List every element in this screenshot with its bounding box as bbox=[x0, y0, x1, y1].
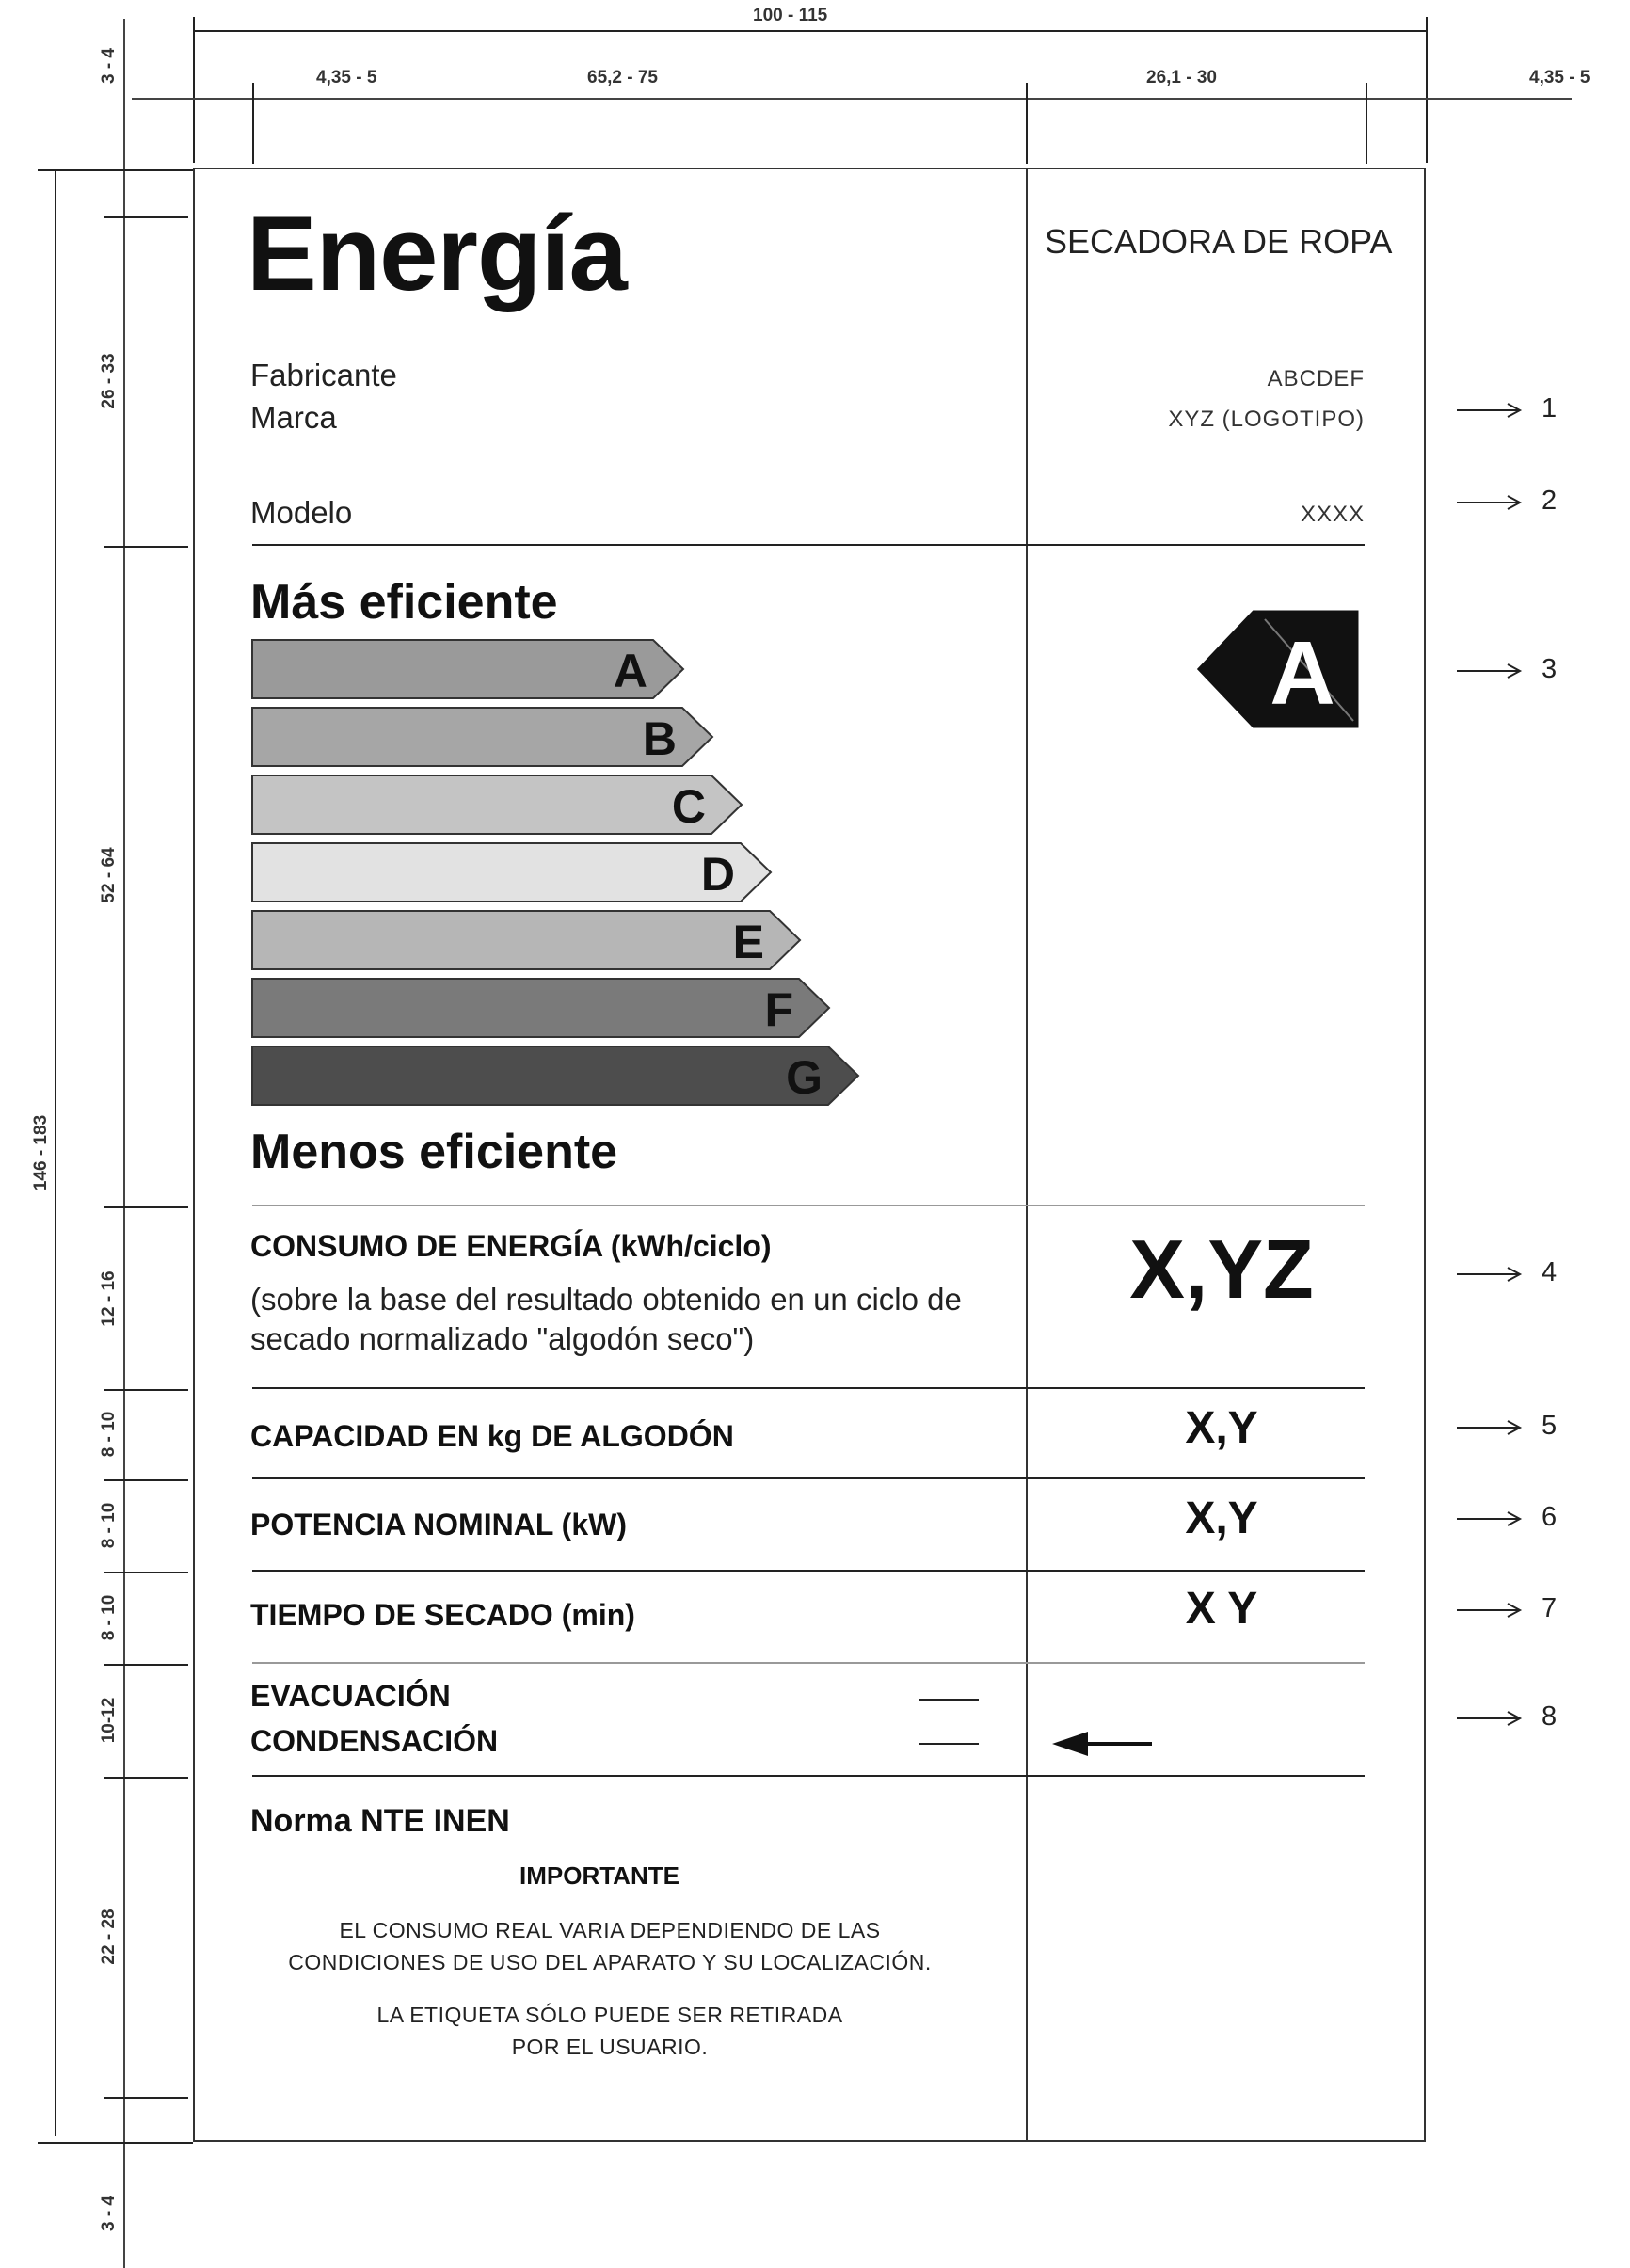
brand-value: XYZ (LOGOTIPO) bbox=[1168, 407, 1365, 432]
efficiency-class-e bbox=[252, 911, 800, 969]
efficiency-class-letter: C bbox=[671, 780, 706, 833]
least-efficient-label: Menos eficiente bbox=[250, 1125, 618, 1179]
extension-line bbox=[104, 1389, 188, 1391]
dimension-bottom-margin: 3 - 4 bbox=[99, 2195, 119, 2232]
reference-marker bbox=[1457, 1411, 1558, 1442]
dimension-evacuation-height: 10-12 bbox=[99, 1697, 119, 1744]
rating-letter: A bbox=[1270, 623, 1335, 724]
dimension-header-height: 26 - 33 bbox=[99, 353, 119, 409]
extension-line bbox=[38, 169, 193, 171]
reference-marker bbox=[1457, 486, 1558, 517]
efficiency-class-letter: A bbox=[613, 645, 647, 697]
dimension-total-width: 100 - 115 bbox=[753, 6, 828, 25]
footer-divider bbox=[252, 1775, 1365, 1777]
efficiency-class-letter: B bbox=[642, 712, 677, 765]
notice-line1: EL CONSUMO REAL VARIA DEPENDIENDO DE LAS bbox=[339, 1918, 881, 1942]
removal-line1: LA ETIQUETA SÓLO PUEDE SER RETIRADA bbox=[376, 2003, 843, 2027]
reference-number: 2 bbox=[1542, 486, 1558, 516]
dimension-top-margin: 3 - 4 bbox=[99, 47, 119, 85]
efficiency-class-arrow bbox=[252, 1046, 858, 1105]
consumption-note-line2: secado normalizado "algodón seco") bbox=[250, 1321, 755, 1356]
manufacturer-value: ABCDEF bbox=[1267, 366, 1365, 391]
reference-marker bbox=[1457, 1593, 1558, 1624]
efficiency-class-c bbox=[252, 775, 742, 834]
reference-number: 1 bbox=[1542, 393, 1558, 423]
efficiency-class-arrow bbox=[252, 775, 742, 834]
capacity-label: CAPACIDAD EN kg DE ALGODÓN bbox=[250, 1419, 734, 1453]
evacuation-divider bbox=[252, 1662, 1365, 1664]
notice-line2: CONDICIONES DE USO DEL APARATO Y SU LOCALIZACIÓN. bbox=[288, 1950, 932, 1974]
time-value: X Y bbox=[1185, 1584, 1258, 1634]
efficiency-class-g bbox=[252, 1046, 858, 1105]
removal-line2: POR EL USUARIO. bbox=[511, 2035, 709, 2059]
extension-line bbox=[104, 1479, 188, 1481]
extension-line bbox=[38, 2142, 193, 2144]
dimension-footer-height: 22 - 28 bbox=[99, 1909, 119, 1965]
condensation-option-line bbox=[919, 1743, 979, 1745]
efficiency-class-letter: D bbox=[700, 848, 735, 901]
reference-number: 3 bbox=[1542, 654, 1558, 684]
power-value: X,Y bbox=[1185, 1493, 1258, 1543]
evacuation-label: EVACUACIÓN bbox=[250, 1679, 451, 1713]
efficiency-class-a bbox=[252, 640, 683, 698]
right-arrow-icon bbox=[1457, 1709, 1523, 1728]
right-arrow-icon bbox=[1457, 1265, 1523, 1284]
consumption-value: X,YZ bbox=[1129, 1222, 1314, 1316]
consumption-divider bbox=[252, 1205, 1365, 1206]
dimension-right-column: 26,1 - 30 bbox=[1146, 68, 1217, 88]
right-arrow-icon bbox=[1457, 662, 1523, 680]
left-arrow-icon bbox=[1050, 1726, 1154, 1762]
condensation-label: CONDENSACIÓN bbox=[250, 1724, 499, 1758]
dimension-left-column: 65,2 - 75 bbox=[587, 68, 658, 88]
efficiency-class-letter: F bbox=[764, 983, 793, 1036]
model-label: Modelo bbox=[250, 495, 353, 530]
rating-indicator bbox=[1197, 610, 1366, 728]
appliance-type: SECADORA DE ROPA bbox=[1045, 222, 1393, 261]
extension-line bbox=[193, 17, 195, 163]
reference-number: 4 bbox=[1542, 1257, 1558, 1287]
efficiency-class-letter: E bbox=[732, 916, 764, 968]
efficiency-scale bbox=[250, 636, 909, 1116]
reference-marker bbox=[1457, 393, 1558, 424]
brand-label: Marca bbox=[250, 400, 337, 435]
consumption-label: CONSUMO DE ENERGÍA (kWh/ciclo) bbox=[250, 1229, 772, 1263]
dimension-scale-height: 52 - 64 bbox=[99, 847, 119, 903]
consumption-note-line1: (sobre la base del resultado obtenido en un ciclo de bbox=[250, 1282, 962, 1317]
reference-marker bbox=[1457, 1701, 1558, 1733]
efficiency-class-arrow bbox=[252, 979, 829, 1037]
extension-line bbox=[104, 2097, 188, 2099]
dimension-capacity-height: 8 - 10 bbox=[99, 1411, 119, 1458]
right-arrow-icon bbox=[1457, 1601, 1523, 1620]
dimension-total-height: 146 - 183 bbox=[31, 1114, 51, 1191]
dimension-line-total-width bbox=[193, 30, 1428, 32]
dimension-right-margin: 4,35 - 5 bbox=[1529, 68, 1590, 88]
column-divider bbox=[1026, 168, 1028, 2142]
efficiency-class-b bbox=[252, 708, 712, 766]
reference-number: 8 bbox=[1542, 1701, 1558, 1732]
dimension-power-height: 8 - 10 bbox=[99, 1502, 119, 1549]
right-arrow-icon bbox=[1457, 1418, 1523, 1437]
power-divider bbox=[252, 1477, 1365, 1479]
model-value: XXXX bbox=[1300, 502, 1365, 527]
capacity-value: X,Y bbox=[1185, 1403, 1258, 1453]
reference-marker bbox=[1457, 1257, 1558, 1288]
extension-line bbox=[104, 216, 188, 218]
removal-text bbox=[224, 1999, 996, 2063]
efficiency-class-f bbox=[252, 979, 829, 1037]
right-arrow-icon bbox=[1457, 401, 1523, 420]
capacity-divider bbox=[252, 1387, 1365, 1389]
extension-line bbox=[1026, 83, 1028, 164]
extension-line bbox=[104, 1664, 188, 1666]
reference-number: 7 bbox=[1542, 1593, 1558, 1623]
efficiency-class-arrow bbox=[252, 911, 800, 969]
reference-number: 5 bbox=[1542, 1411, 1558, 1441]
power-label: POTENCIA NOMINAL (kW) bbox=[250, 1508, 627, 1541]
right-arrow-icon bbox=[1457, 493, 1523, 512]
extension-line bbox=[252, 83, 254, 164]
manufacturer-label: Fabricante bbox=[250, 358, 397, 392]
reference-marker bbox=[1457, 654, 1558, 685]
most-efficient-label: Más eficiente bbox=[250, 575, 558, 630]
extension-line bbox=[104, 546, 188, 548]
dimension-line-total-height bbox=[55, 169, 56, 2136]
reference-number: 6 bbox=[1542, 1502, 1558, 1532]
notice-text bbox=[224, 1914, 996, 1978]
dimension-left-margin: 4,35 - 5 bbox=[316, 68, 377, 88]
extension-line bbox=[104, 1777, 188, 1779]
important-heading: IMPORTANTE bbox=[519, 1861, 679, 1890]
reference-marker bbox=[1457, 1502, 1558, 1533]
extension-line bbox=[104, 1206, 188, 1208]
right-arrow-icon bbox=[1457, 1509, 1523, 1528]
dimension-consumption-height: 12 - 16 bbox=[99, 1270, 119, 1327]
extension-line bbox=[1366, 83, 1367, 164]
evacuation-option-line bbox=[919, 1699, 979, 1701]
dimension-line-widths bbox=[132, 98, 1572, 100]
extension-line bbox=[104, 1572, 188, 1573]
label-title: Energía bbox=[247, 195, 627, 312]
efficiency-class-arrow bbox=[252, 843, 771, 902]
time-label: TIEMPO DE SECADO (min) bbox=[250, 1598, 635, 1632]
standard-label: Norma NTE INEN bbox=[250, 1803, 510, 1839]
efficiency-class-letter: G bbox=[786, 1051, 823, 1104]
time-divider bbox=[252, 1570, 1365, 1572]
header-divider bbox=[252, 544, 1365, 546]
efficiency-class-d bbox=[252, 843, 771, 902]
dimension-time-height: 8 - 10 bbox=[99, 1594, 119, 1641]
extension-line bbox=[1426, 17, 1428, 163]
dimension-line-rows bbox=[123, 19, 125, 2268]
